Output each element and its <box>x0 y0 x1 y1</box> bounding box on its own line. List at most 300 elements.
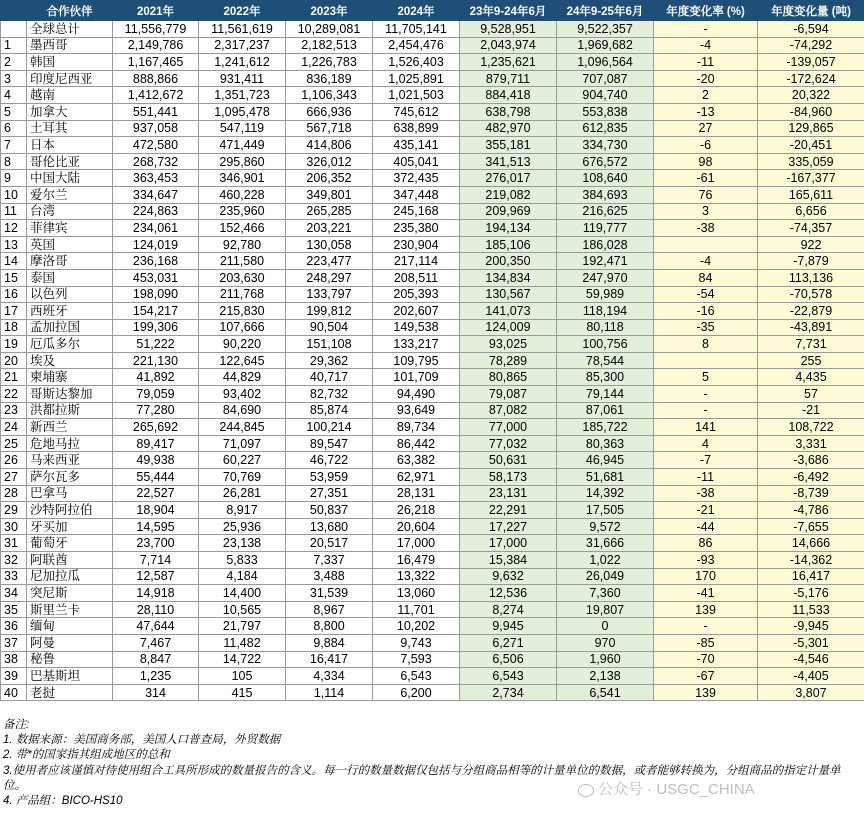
row-index: 11 <box>1 203 27 220</box>
partner-name: 新西兰 <box>27 419 113 436</box>
row-index <box>1 21 27 38</box>
value-2024: 63,382 <box>373 452 460 469</box>
note-3: 3.使用者应该谨慎对待使用组合工具所形成的数量报告的含义。每一行的数量数据仅包括与分组商品相等的计量单位的数据，或者能够转换为，分组商品的指定计量单位。 <box>3 764 841 792</box>
change-percent: -67 <box>654 668 758 685</box>
period-1-value: 638,798 <box>460 103 557 120</box>
value-2022: 11,561,619 <box>199 21 286 38</box>
value-2022: 235,960 <box>199 203 286 220</box>
value-2022: 346,901 <box>199 170 286 187</box>
period-1-value: 23,131 <box>460 485 557 502</box>
period-1-value: 9,632 <box>460 568 557 585</box>
change-percent: -6 <box>654 137 758 154</box>
period-1-value: 1,235,621 <box>460 54 557 71</box>
value-2021: 8,847 <box>113 651 199 668</box>
row-index: 21 <box>1 369 27 386</box>
row-index: 14 <box>1 253 27 270</box>
period-2-value: 970 <box>557 634 654 651</box>
change-percent: 86 <box>654 535 758 552</box>
value-2022: 84,690 <box>199 402 286 419</box>
period-2-value: 85,300 <box>557 369 654 386</box>
value-2024: 245,168 <box>373 203 460 220</box>
change-percent: -38 <box>654 220 758 237</box>
value-2021: 265,692 <box>113 419 199 436</box>
partner-name: 以色列 <box>27 286 113 303</box>
change-percent: 3 <box>654 203 758 220</box>
row-index: 3 <box>1 70 27 87</box>
value-2024: 16,479 <box>373 552 460 569</box>
value-2022: 11,482 <box>199 634 286 651</box>
value-2023: 151,108 <box>286 336 373 353</box>
change-amount: 14,666 <box>758 535 864 552</box>
change-amount: 255 <box>758 352 864 369</box>
row-index: 10 <box>1 186 27 203</box>
period-2-value: 14,392 <box>557 485 654 502</box>
period-2-value: 1,969,682 <box>557 37 654 54</box>
value-2022: 25,936 <box>199 518 286 535</box>
period-1-value: 93,025 <box>460 336 557 353</box>
period-1-value: 50,631 <box>460 452 557 469</box>
partner-name: 摩洛哥 <box>27 253 113 270</box>
period-2-value: 334,730 <box>557 137 654 154</box>
row-index: 6 <box>1 120 27 137</box>
value-2024: 93,649 <box>373 402 460 419</box>
change-percent: 170 <box>654 568 758 585</box>
period-1-value: 2,734 <box>460 684 557 701</box>
watermark-text: 公众号 · USGC_CHINA <box>598 781 755 798</box>
change-percent: - <box>654 21 758 38</box>
partner-name: 缅甸 <box>27 618 113 635</box>
value-2022: 105 <box>199 668 286 685</box>
row-index: 22 <box>1 386 27 403</box>
change-percent: -16 <box>654 303 758 320</box>
value-2021: 314 <box>113 684 199 701</box>
period-2-value: 0 <box>557 618 654 635</box>
value-2024: 20,604 <box>373 518 460 535</box>
value-2024: 217,114 <box>373 253 460 270</box>
value-2023: 203,221 <box>286 220 373 237</box>
partner-name: 哥斯达黎加 <box>27 386 113 403</box>
value-2024: 149,538 <box>373 319 460 336</box>
value-2021: 79,059 <box>113 386 199 403</box>
row-index: 26 <box>1 452 27 469</box>
change-percent: -38 <box>654 485 758 502</box>
value-2023: 133,797 <box>286 286 373 303</box>
table-row <box>1 684 864 701</box>
value-2024: 745,612 <box>373 103 460 120</box>
value-2022: 107,666 <box>199 319 286 336</box>
value-2021: 55,444 <box>113 469 199 486</box>
value-2021: 472,580 <box>113 137 199 154</box>
partner-name: 沙特阿拉伯 <box>27 502 113 519</box>
table-row <box>1 37 864 54</box>
change-percent: - <box>654 618 758 635</box>
table-row <box>1 601 864 618</box>
change-amount: 57 <box>758 386 864 403</box>
period-1-value: 6,271 <box>460 634 557 651</box>
value-2022: 92,780 <box>199 236 286 253</box>
header-cell: 23年9-24年6月 <box>460 1 557 21</box>
wechat-icon <box>578 784 594 797</box>
value-2024: 235,380 <box>373 220 460 237</box>
change-percent: -61 <box>654 170 758 187</box>
notes-title: 备注: <box>3 719 30 731</box>
partner-name: 埃及 <box>27 352 113 369</box>
table-row <box>1 87 864 104</box>
table-row <box>1 236 864 253</box>
value-2024: 11,701 <box>373 601 460 618</box>
period-2-value: 384,693 <box>557 186 654 203</box>
change-amount: 922 <box>758 236 864 253</box>
change-amount: 11,533 <box>758 601 864 618</box>
partner-name: 巴拿马 <box>27 485 113 502</box>
period-1-value: 884,418 <box>460 87 557 104</box>
table-row <box>1 552 864 569</box>
period-1-value: 87,082 <box>460 402 557 419</box>
note-1: 1. 数据来源：美国商务部，美国人口普查局，外贸数据 <box>3 734 281 747</box>
change-percent: -54 <box>654 286 758 303</box>
table-row <box>1 502 864 519</box>
period-2-value: 87,061 <box>557 402 654 419</box>
value-2021: 28,110 <box>113 601 199 618</box>
table-row <box>1 435 864 452</box>
value-2022: 460,228 <box>199 186 286 203</box>
period-2-value: 185,722 <box>557 419 654 436</box>
value-2023: 8,967 <box>286 601 373 618</box>
period-1-value: 134,834 <box>460 269 557 286</box>
header-cell <box>1 1 27 21</box>
partner-name: 阿联酋 <box>27 552 113 569</box>
value-2023: 100,214 <box>286 419 373 436</box>
value-2023: 1,114 <box>286 684 373 701</box>
change-amount: -139,057 <box>758 54 864 71</box>
row-index: 34 <box>1 585 27 602</box>
row-index: 32 <box>1 552 27 569</box>
change-percent: -85 <box>654 634 758 651</box>
change-amount: -21 <box>758 402 864 419</box>
change-amount: 335,059 <box>758 153 864 170</box>
period-2-value: 79,144 <box>557 386 654 403</box>
value-2021: 7,714 <box>113 552 199 569</box>
value-2024: 1,025,891 <box>373 70 460 87</box>
value-2024: 7,593 <box>373 651 460 668</box>
value-2022: 14,400 <box>199 585 286 602</box>
period-1-value: 9,945 <box>460 618 557 635</box>
value-2021: 236,168 <box>113 253 199 270</box>
value-2023: 89,547 <box>286 435 373 452</box>
change-percent: 76 <box>654 186 758 203</box>
value-2022: 1,095,478 <box>199 103 286 120</box>
partner-name: 土耳其 <box>27 120 113 137</box>
change-percent: -4 <box>654 37 758 54</box>
change-percent: 8 <box>654 336 758 353</box>
row-index: 39 <box>1 668 27 685</box>
table-row <box>1 103 864 120</box>
period-2-value: 100,756 <box>557 336 654 353</box>
value-2021: 224,863 <box>113 203 199 220</box>
period-2-value: 1,022 <box>557 552 654 569</box>
partner-name: 葡萄牙 <box>27 535 113 552</box>
partner-name: 哥伦比亚 <box>27 153 113 170</box>
value-2022: 4,184 <box>199 568 286 585</box>
value-2021: 23,700 <box>113 535 199 552</box>
value-2022: 1,351,723 <box>199 87 286 104</box>
partner-name: 中国大陆 <box>27 170 113 187</box>
value-2023: 20,517 <box>286 535 373 552</box>
value-2023: 666,936 <box>286 103 373 120</box>
change-amount: -5,176 <box>758 585 864 602</box>
period-1-value: 219,082 <box>460 186 557 203</box>
period-2-value: 612,835 <box>557 120 654 137</box>
period-1-value: 200,350 <box>460 253 557 270</box>
row-index: 25 <box>1 435 27 452</box>
partner-name: 菲律宾 <box>27 220 113 237</box>
row-index: 38 <box>1 651 27 668</box>
table-row <box>1 651 864 668</box>
value-2022: 203,630 <box>199 269 286 286</box>
change-percent: - <box>654 386 758 403</box>
value-2022: 23,138 <box>199 535 286 552</box>
value-2023: 8,800 <box>286 618 373 635</box>
change-amount: -172,624 <box>758 70 864 87</box>
partner-name: 厄瓜多尔 <box>27 336 113 353</box>
row-index: 17 <box>1 303 27 320</box>
value-2021: 268,732 <box>113 153 199 170</box>
partner-name: 老挝 <box>27 684 113 701</box>
value-2023: 130,058 <box>286 236 373 253</box>
value-2022: 60,227 <box>199 452 286 469</box>
change-percent: -11 <box>654 54 758 71</box>
period-1-value: 355,181 <box>460 137 557 154</box>
change-amount: 108,722 <box>758 419 864 436</box>
table-row <box>1 402 864 419</box>
value-2021: 199,306 <box>113 319 199 336</box>
change-percent: 139 <box>654 601 758 618</box>
period-2-value: 247,970 <box>557 269 654 286</box>
value-2023: 567,718 <box>286 120 373 137</box>
value-2023: 4,334 <box>286 668 373 685</box>
table-row <box>1 518 864 535</box>
value-2023: 27,351 <box>286 485 373 502</box>
partner-name: 爱尔兰 <box>27 186 113 203</box>
value-2021: 1,412,672 <box>113 87 199 104</box>
value-2024: 435,141 <box>373 137 460 154</box>
change-percent: 5 <box>654 369 758 386</box>
change-amount: -4,786 <box>758 502 864 519</box>
partner-name: 墨西哥 <box>27 37 113 54</box>
table-row <box>1 469 864 486</box>
value-2024: 1,021,503 <box>373 87 460 104</box>
table-row <box>1 369 864 386</box>
value-2021: 124,019 <box>113 236 199 253</box>
change-percent: 2 <box>654 87 758 104</box>
period-1-value: 130,567 <box>460 286 557 303</box>
header-cell: 24年9-25年6月 <box>557 1 654 21</box>
change-amount: 3,331 <box>758 435 864 452</box>
value-2021: 49,938 <box>113 452 199 469</box>
row-index: 7 <box>1 137 27 154</box>
period-1-value: 17,000 <box>460 535 557 552</box>
row-index: 36 <box>1 618 27 635</box>
change-percent: -21 <box>654 502 758 519</box>
value-2024: 89,734 <box>373 419 460 436</box>
partner-name: 柬埔寨 <box>27 369 113 386</box>
period-1-value: 341,513 <box>460 153 557 170</box>
period-1-value: 9,528,951 <box>460 21 557 38</box>
change-amount: -22,879 <box>758 303 864 320</box>
row-index: 29 <box>1 502 27 519</box>
change-amount: -3,686 <box>758 452 864 469</box>
period-2-value: 46,945 <box>557 452 654 469</box>
value-2023: 40,717 <box>286 369 373 386</box>
value-2022: 14,722 <box>199 651 286 668</box>
row-index: 1 <box>1 37 27 54</box>
value-2023: 50,837 <box>286 502 373 519</box>
value-2022: 295,860 <box>199 153 286 170</box>
value-2021: 77,280 <box>113 402 199 419</box>
value-2023: 223,477 <box>286 253 373 270</box>
value-2023: 16,417 <box>286 651 373 668</box>
value-2023: 9,884 <box>286 634 373 651</box>
value-2024: 372,435 <box>373 170 460 187</box>
table-row <box>1 419 864 436</box>
value-2023: 46,722 <box>286 452 373 469</box>
value-2024: 101,709 <box>373 369 460 386</box>
period-2-value: 2,138 <box>557 668 654 685</box>
value-2022: 26,281 <box>199 485 286 502</box>
change-amount: -74,357 <box>758 220 864 237</box>
value-2021: 154,217 <box>113 303 199 320</box>
table-row <box>1 170 864 187</box>
table-row <box>1 286 864 303</box>
value-2022: 90,220 <box>199 336 286 353</box>
table-row <box>1 618 864 635</box>
change-amount: -5,301 <box>758 634 864 651</box>
value-2023: 326,012 <box>286 153 373 170</box>
value-2023: 349,801 <box>286 186 373 203</box>
value-2023: 199,812 <box>286 303 373 320</box>
value-2021: 47,644 <box>113 618 199 635</box>
period-1-value: 6,543 <box>460 668 557 685</box>
value-2023: 13,680 <box>286 518 373 535</box>
period-2-value: 31,666 <box>557 535 654 552</box>
change-percent <box>654 236 758 253</box>
value-2021: 22,527 <box>113 485 199 502</box>
row-index: 35 <box>1 601 27 618</box>
table-row <box>1 568 864 585</box>
period-1-value: 17,227 <box>460 518 557 535</box>
value-2024: 205,393 <box>373 286 460 303</box>
period-1-value: 58,173 <box>460 469 557 486</box>
value-2022: 931,411 <box>199 70 286 87</box>
value-2021: 334,647 <box>113 186 199 203</box>
partner-name: 韩国 <box>27 54 113 71</box>
change-amount: -9,945 <box>758 618 864 635</box>
row-index: 2 <box>1 54 27 71</box>
value-2024: 26,218 <box>373 502 460 519</box>
period-1-value: 77,032 <box>460 435 557 452</box>
partner-name: 洪都拉斯 <box>27 402 113 419</box>
period-1-value: 194,134 <box>460 220 557 237</box>
change-percent: 4 <box>654 435 758 452</box>
value-2021: 888,866 <box>113 70 199 87</box>
table-row <box>1 485 864 502</box>
period-1-value: 8,274 <box>460 601 557 618</box>
partner-name: 突尼斯 <box>27 585 113 602</box>
value-2021: 12,587 <box>113 568 199 585</box>
value-2022: 547,119 <box>199 120 286 137</box>
table-row <box>1 452 864 469</box>
period-2-value: 904,740 <box>557 87 654 104</box>
change-percent: -35 <box>654 319 758 336</box>
value-2024: 208,511 <box>373 269 460 286</box>
change-amount: -6,594 <box>758 21 864 38</box>
period-2-value: 186,028 <box>557 236 654 253</box>
value-2023: 836,189 <box>286 70 373 87</box>
table-row <box>1 153 864 170</box>
period-1-value: 879,711 <box>460 70 557 87</box>
row-index: 31 <box>1 535 27 552</box>
value-2024: 86,442 <box>373 435 460 452</box>
period-1-value: 6,506 <box>460 651 557 668</box>
change-amount: 6,656 <box>758 203 864 220</box>
table-row <box>1 269 864 286</box>
change-amount: -7,655 <box>758 518 864 535</box>
value-2022: 211,768 <box>199 286 286 303</box>
row-index: 30 <box>1 518 27 535</box>
period-2-value: 80,118 <box>557 319 654 336</box>
change-amount: 3,807 <box>758 684 864 701</box>
value-2023: 82,732 <box>286 386 373 403</box>
change-percent: -13 <box>654 103 758 120</box>
partner-name: 台湾 <box>27 203 113 220</box>
partner-name: 西班牙 <box>27 303 113 320</box>
value-2021: 198,090 <box>113 286 199 303</box>
period-1-value: 2,043,974 <box>460 37 557 54</box>
period-1-value: 185,106 <box>460 236 557 253</box>
partner-name: 全球总计 <box>27 21 113 38</box>
table-row <box>1 668 864 685</box>
table-row <box>1 585 864 602</box>
table-row <box>1 186 864 203</box>
partner-name: 秘鲁 <box>27 651 113 668</box>
period-2-value: 17,505 <box>557 502 654 519</box>
value-2021: 7,467 <box>113 634 199 651</box>
value-2024: 347,448 <box>373 186 460 203</box>
value-2024: 230,904 <box>373 236 460 253</box>
change-percent: -93 <box>654 552 758 569</box>
row-index: 27 <box>1 469 27 486</box>
table-row <box>1 54 864 71</box>
change-amount: 20,322 <box>758 87 864 104</box>
value-2023: 31,539 <box>286 585 373 602</box>
change-percent: 139 <box>654 684 758 701</box>
period-1-value: 78,289 <box>460 352 557 369</box>
value-2023: 1,106,343 <box>286 87 373 104</box>
header-cell: 年度变化率 (%) <box>654 1 758 21</box>
change-amount: -4,405 <box>758 668 864 685</box>
value-2023: 206,352 <box>286 170 373 187</box>
period-1-value: 15,384 <box>460 552 557 569</box>
value-2022: 5,833 <box>199 552 286 569</box>
value-2021: 2,149,786 <box>113 37 199 54</box>
value-2021: 363,453 <box>113 170 199 187</box>
partner-name: 英国 <box>27 236 113 253</box>
period-2-value: 553,838 <box>557 103 654 120</box>
change-amount: -84,960 <box>758 103 864 120</box>
row-index: 16 <box>1 286 27 303</box>
change-percent: -4 <box>654 253 758 270</box>
header-cell: 2022年 <box>199 1 286 21</box>
